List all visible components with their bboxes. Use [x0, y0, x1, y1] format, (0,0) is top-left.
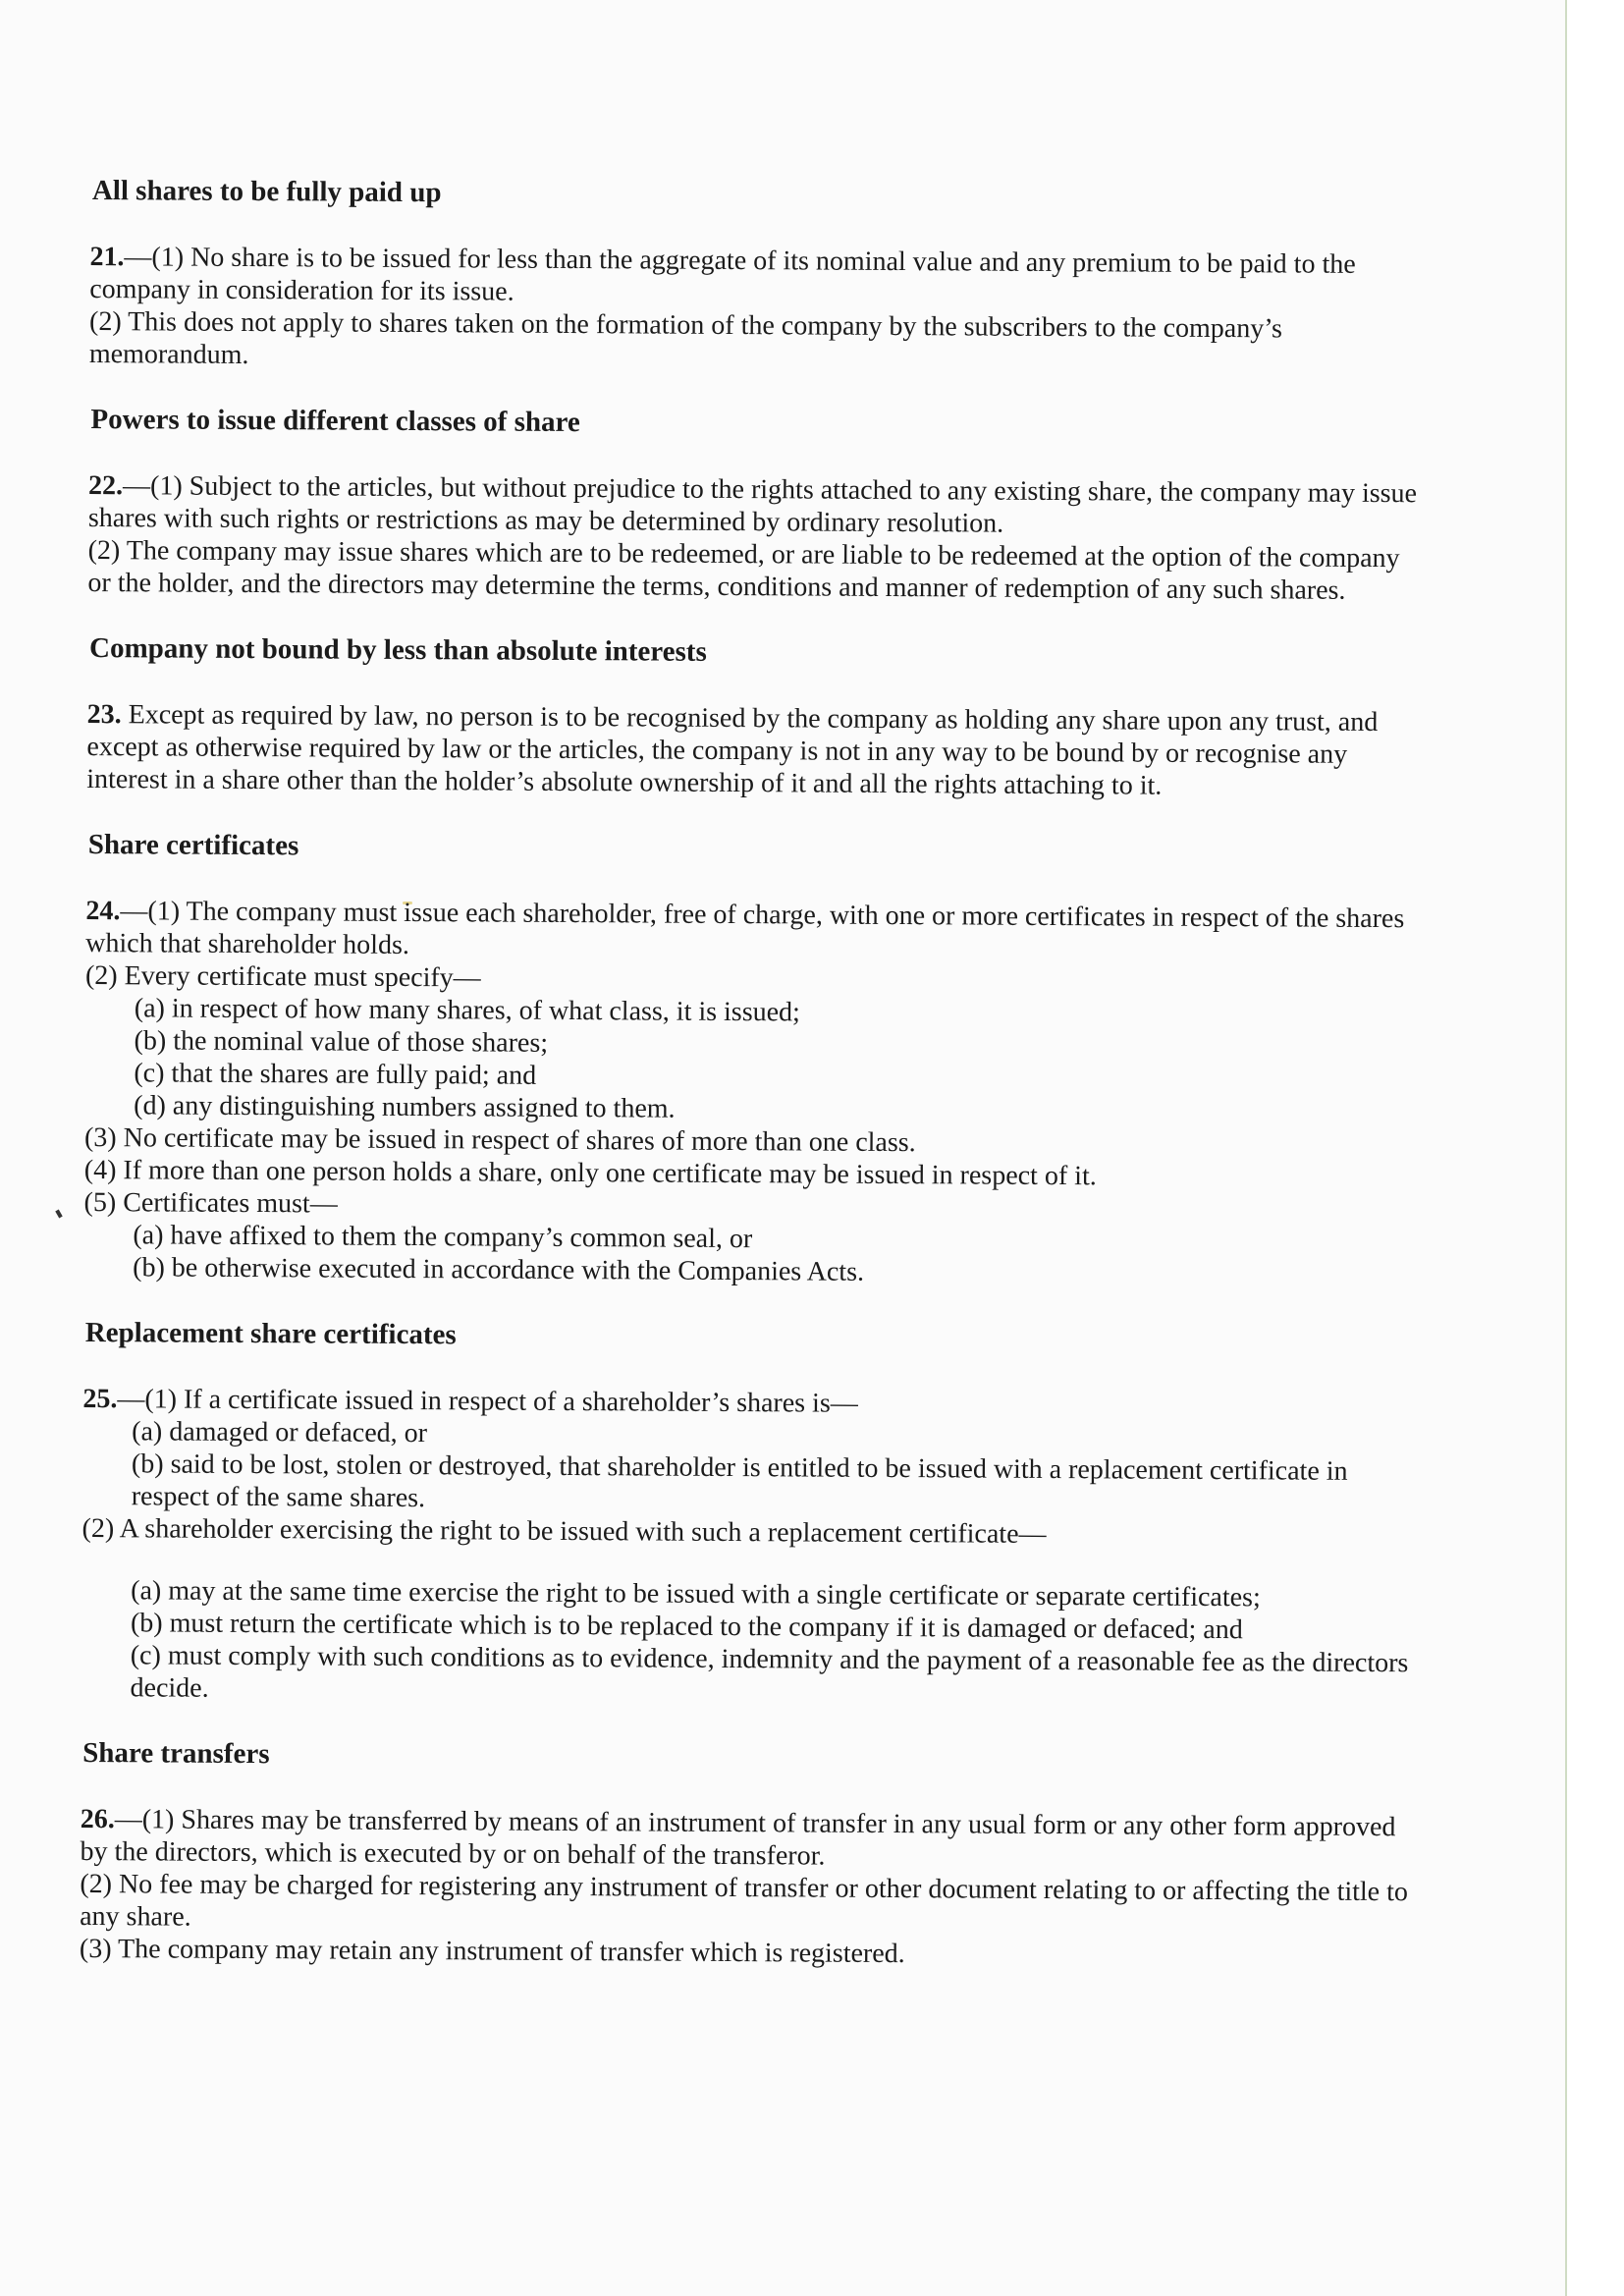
article-paragraph: 26.—(1) Shares may be transferred by means of an instrument of transfer in any usual form or any other form approved by the directors, which is executed by or on behalf of the transferor. — [80, 1803, 1396, 1872]
article-paragraph: 24.—(1) The company must issue each shareholder, free of charge, with one or more certificates in respect of the shares which that shareholder holds. — [85, 895, 1405, 960]
article-paragraph: (2) This does not apply to shares taken on the formation of the company by the subscribers to the company’s memorandum. — [88, 305, 1283, 370]
section-heading: All shares to be fully paid up — [91, 175, 442, 209]
document-body — [80, 175, 1426, 2006]
list-item: (a) in respect of how many shares, of what class, it is issued; — [134, 993, 800, 1028]
article-paragraph: 23. Except as required by law, no person is to be recognised by the company as holding any share upon any trust, and except as otherwise required by law or the articles, the company is not in any way to be bound by or recognise any interest in a share other than the holder’s absolute ownership of it and all the rights attaching to it. — [86, 698, 1379, 801]
article-paragraph: (4) If more than one person holds a share, only one certificate may be issued in respect of it. — [83, 1154, 1097, 1192]
article-26 — [80, 1737, 1416, 1973]
article-24 — [83, 829, 1422, 1291]
article-number: 25. — [82, 1383, 118, 1415]
list-item: (d) any distinguishing numbers assigned to them. — [134, 1090, 676, 1124]
article-paragraph: 22.—(1) Subject to the articles, but without prejudice to the rights attached to any existing share, the company may issue shares with such rights or restrictions as may be determined by ordinary resolution. — [87, 469, 1418, 539]
section-heading: Share certificates — [87, 828, 299, 862]
article-number: 26. — [80, 1803, 115, 1835]
article-22 — [87, 404, 1424, 607]
section-heading: Company not bound by less than absolute interests — [88, 632, 707, 668]
article-23 — [86, 632, 1423, 803]
article-paragraph: (3) No certificate may be issued in respect of shares of more than one class. — [83, 1121, 916, 1159]
article-paragraph: (2) The company may issue shares which are to be redeemed, or are liable to be redeemed at the option of the company or the holder, and the directors may determine the terms, conditions and manner of redemption of any such shares. — [87, 534, 1400, 606]
article-number: 24. — [85, 895, 121, 927]
article-paragraph: (5) Certificates must— — [83, 1186, 338, 1220]
list-item: (b) be otherwise executed in accordance with the Companies Acts. — [133, 1252, 865, 1287]
article-number: 22. — [87, 469, 124, 502]
article-number: 21. — [89, 241, 125, 273]
list-item: (b) the nominal value of those shares; — [134, 1025, 549, 1059]
section-heading: Powers to issue different classes of share — [90, 404, 580, 439]
list-item: (b) must return the certificate which is to be replaced to the company if it is damaged or defaced; and — [130, 1608, 1243, 1646]
section-heading: Share transfers — [82, 1736, 270, 1771]
list-item: (a) have affixed to them the company’s common seal, or — [133, 1220, 753, 1255]
article-paragraph: (2) A shareholder exercising the right to be issued with such a replacement certificate— — [81, 1512, 1047, 1550]
list-item: (a) damaged or defaced, or — [132, 1416, 428, 1449]
list-item: (a) may at the same time exercise the right to be issued with a single certificate or separate certificates; — [131, 1575, 1261, 1613]
list-item: (c) must comply with such conditions as to evidence, indemnity and the payment of a reasonable fee as the directors decide. — [130, 1640, 1409, 1704]
article-paragraph: 21.—(1) No share is to be issued for less than the aggregate of its nominal value and any premium to be paid to the company in consideration for its issue. — [89, 241, 1356, 307]
article-paragraph: (3) The company may retain any instrument of transfer which is registered. — [79, 1933, 905, 1970]
scan-mark — [55, 1210, 62, 1219]
list-item: (b) said to be lost, stolen or destroyed, that shareholder is entitled to be issued with a replacement certificate in respect of the same shares. — [131, 1449, 1348, 1514]
article-25 — [81, 1317, 1418, 1712]
article-paragraph: 25.—(1) If a certificate issued in respect of a shareholder’s shares is— — [82, 1383, 858, 1419]
article-paragraph: (2) No fee may be charged for registering any instrument of transfer or other document relating to or affecting the title to any share. — [80, 1868, 1409, 1933]
article-21 — [89, 175, 1426, 378]
page-edge — [1565, 0, 1624, 2296]
article-number: 23. — [86, 698, 122, 731]
article-paragraph: (2) Every certificate must specify— — [84, 959, 481, 994]
list-item: (c) that the shares are fully paid; and — [134, 1058, 537, 1091]
section-heading: Replacement share certificates — [84, 1316, 457, 1351]
